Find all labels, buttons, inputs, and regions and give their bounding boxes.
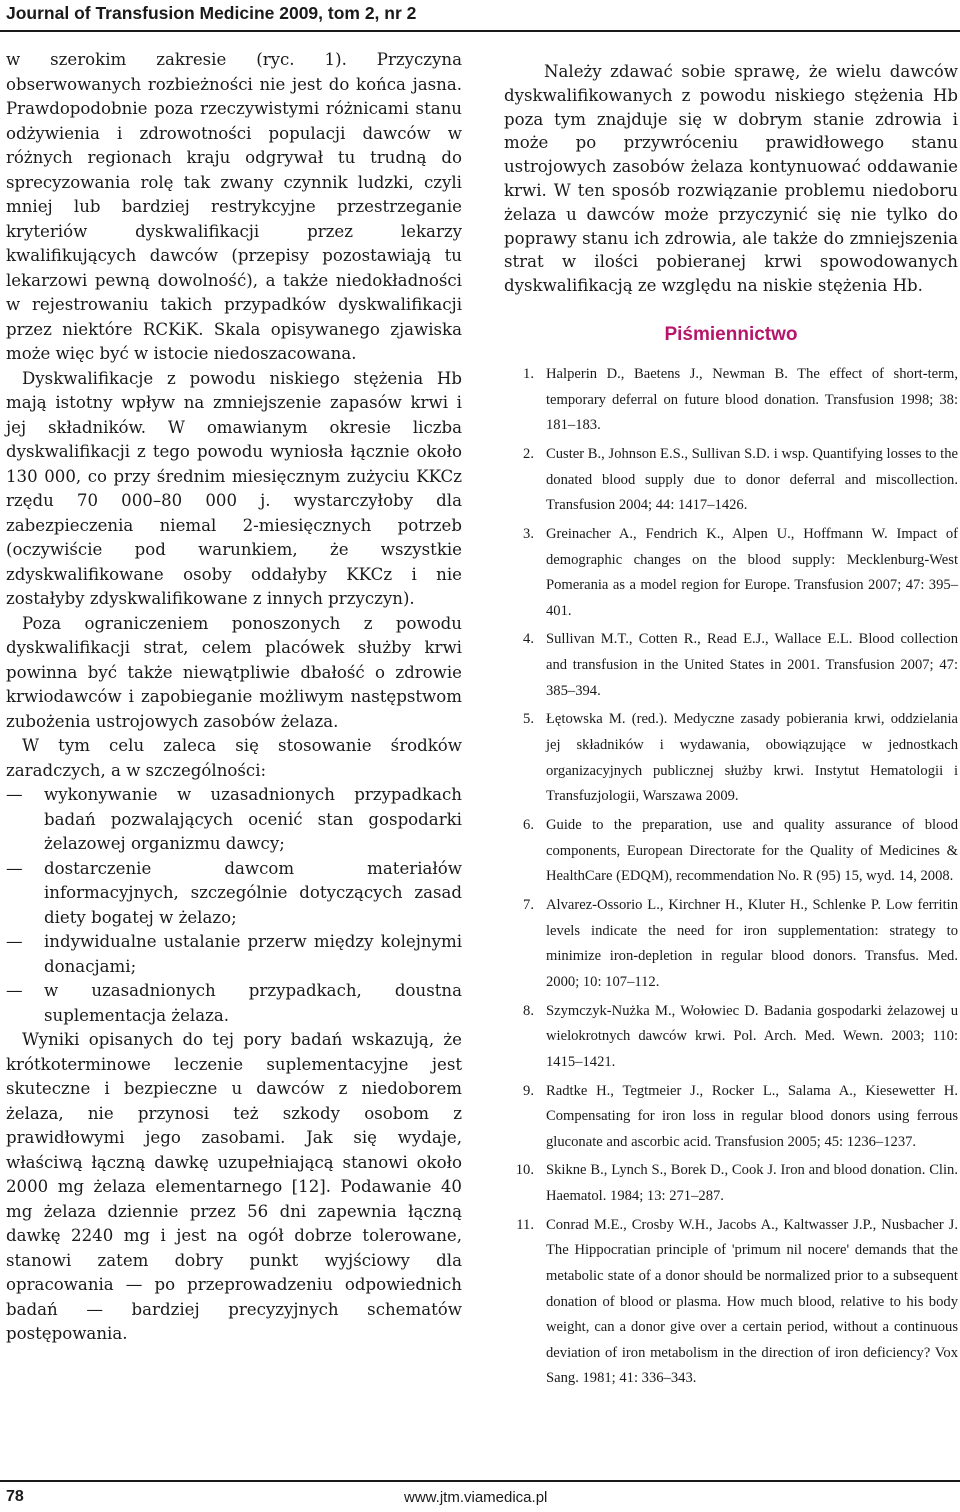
list-item <box>6 979 462 1028</box>
reference-item <box>504 1158 958 1209</box>
dash-bullet: — <box>6 981 23 1000</box>
reference-number: 6. <box>523 817 534 833</box>
reference-text: Halperin D., Baetens J., Newman B. The effect of short-term, temporary deferral on future blood donation. Transfusion 1998; 38: 181–183. <box>546 365 958 434</box>
reference-number: 2. <box>523 445 534 462</box>
reference-number: 11. <box>516 1216 534 1233</box>
dash-bullet: — <box>6 932 23 951</box>
list-item-text: wykonywanie w uzasadnionych przypadkach badań pozwalających ocenić stan gospodarki żelazowej organizmu dawcy; <box>44 785 462 853</box>
reference-item <box>504 362 958 439</box>
reference-number: 1. <box>523 365 534 382</box>
reference-item <box>504 627 958 704</box>
reference-text: Łętowska M. (red.). Medyczne zasady pobierania krwi, oddzielania jej składników i wydawania, obowiązujące w jednostkach organizacyjnych publicznej służby krwi. Instytut Hematologii i Transfuzjologii, Warszawa 2009. <box>546 711 958 805</box>
right-column <box>504 60 958 1395</box>
reference-number: 3. <box>523 525 534 542</box>
reference-number: 8. <box>523 1002 534 1019</box>
reference-item <box>504 999 958 1076</box>
dash-bullet: — <box>6 785 23 804</box>
reference-item <box>504 1079 958 1156</box>
dash-bullet: — <box>6 858 23 878</box>
bullet-list <box>6 783 462 1028</box>
reference-number: 5. <box>523 711 534 728</box>
references-heading: Piśmiennictwo <box>664 323 798 345</box>
paragraph: W tym celu zaleca się stosowanie środków zaradczych, a w szczególności: <box>6 736 462 780</box>
reference-text: Szymczyk-Nużka M., Wołowiec D. Badania gospodarki żelazowej u wielokrotnych dawców krwi. Pol. Arch. Med. Wewn. 2003; 110: 1415–1421. <box>546 1002 958 1070</box>
paragraph: w szerokim zakresie (ryc. 1). Przyczyna obserwowanych rozbieżności nie jest do końca jasna. Prawdopodobnie poza rzeczywistymi różnicami stanu odżywienia i zdrowotności populacji dawców w różnych regionach kraju odgrywał tu trudną do sprecyzowania rolę tak zwany czynnik ludzki, czyli mniej lub bardziej restrykcyjne przestrzeganie kryteriów dyskwalifikacji przez lekarzy kwalifikujących dawców (przepisy pozostawiają tu lekarzowi pewną dowolność), a także niedokładności w rejestrowaniu takich przypadków dyskwalifikacji przez niektóre RCKiK. Skala opisywanego zjawiska może więc być w istocie niedoszacowana. <box>6 50 462 363</box>
list-item <box>6 930 462 979</box>
left-column <box>6 48 462 1347</box>
list-item <box>6 783 462 857</box>
reference-text: Sullivan M.T., Cotten R., Read E.J., Wallace E.L. Blood collection and transfusion in the United States in 2001. Transfusion 2007; 47: 385–394. <box>546 631 958 699</box>
reference-item <box>504 1213 958 1392</box>
paragraph: Poza ograniczeniem ponoszonych z powodu dyskwalifikacji strat, celem placówek służby krwi powinna być także niewątpliwie dbałość o zdrowie krwiodawców i zapobieganie możliwym następstwom zubożenia ustrojowych zasobów żelaza. <box>6 613 462 731</box>
reference-item <box>504 813 958 890</box>
reference-number: 7. <box>523 896 534 913</box>
reference-text: Custer B., Johnson E.S., Sullivan S.D. i wsp. Quantifying losses to the donated blood supply due to donor deferral and miscollection. Transfusion 2004; 44: 1417–1426. <box>546 445 958 514</box>
reference-text: Conrad M.E., Crosby W.H., Jacobs A., Kaltwasser J.P., Nusbacher J. The Hippocratian principle of 'primum nil nocere' demands that the metabolic state of a donor should be normalized prior to a subsequent donation of blood or plasma. How much blood, relative to his body weight, can a donor give over a certain period, without a continuous deviation of iron metabolism in the direction of iron deficiency? Vox Sang. 1981; 41: 336–343. <box>546 1216 958 1387</box>
list-item <box>6 857 462 931</box>
reference-text: Alvarez-Ossorio L., Kirchner H., Kluter H., Schlenke P. Low ferritin levels indicate the need for iron supplementation: strategy to minimize iron-depletion in regular blood donors. Transfus. Med. 2000; 10: 107–112. <box>546 896 958 990</box>
paragraph: Należy zdawać sobie sprawę, że wielu dawców dyskwalifikowanych z powodu niskiego stężenia Hb poza tym znajduje się w dobrym stanie zdrowia i może po przywróceniu prawidłowego stanu ustrojowych zasobów żelaza kontynuować oddawanie krwi. W ten sposób rozwiązanie problemu niedoboru żelaza u dawców może przyczynić się nie tylko do poprawy stanu ich zdrowia, ale także do zmniejszenia strat w ilości pobieranej krwi spowodowanych dyskwalifikacją ze względu na niskie stężenia Hb. <box>504 62 958 296</box>
paragraph: Dyskwalifikacje z powodu niskiego stężenia Hb mają istotny wpływ na zmniejszenie zapasów krwi i jej składników. W omawianym okresie liczba dyskwalifikacji z tego powodu wyniosła łącznie około 130 000, co przy średnim miesięcznym zużyciu KKCz rzędu 70 000–80 000 j. wystarczyłoby dla zabezpieczenia niemal 2-miesięcznych potrzeb (oczywiście pod warunkiem, że wszystkie zdyskwalifikowane osoby oddałyby KKCz i nie zostałyby zdyskwalifikowane z innych przyczyn). <box>6 368 462 608</box>
reference-number: 9. <box>523 1082 534 1099</box>
list-item-text: w uzasadnionych przypadkach, doustna suplementacja żelaza. <box>44 981 462 1025</box>
reference-number: 4. <box>523 631 534 648</box>
footer-divider <box>0 1480 960 1482</box>
page-number: 78 <box>6 1488 24 1505</box>
reference-item <box>504 442 958 519</box>
reference-item <box>504 893 958 995</box>
reference-text: Skikne B., Lynch S., Borek D., Cook J. Iron and blood donation. Clin. Haematol. 1984; 13: 271–287. <box>546 1162 958 1205</box>
list-item-text: indywidualne ustalanie przerw między kolejnymi donacjami; <box>44 932 462 976</box>
references-list <box>504 362 958 1392</box>
reference-item <box>504 707 958 809</box>
page-header <box>0 0 960 32</box>
list-item-text: dostarczenie dawcom materiałów informacyjnych, szczególnie dotyczących zasad diety bogatej w żelazo; <box>44 858 462 927</box>
paragraph: Wyniki opisanych do tej pory badań wskazują, że krótkoterminowe leczenie suplementacyjne jest skuteczne i bezpieczne u dawców z niedoborem żelaza, nie przynosi też szkody osobom z prawidłowymi jego zasobami. Jak się wydaje, właściwą łączną dawkę uzupełniającą stanowi około 2000 mg żelaza elementarnego [12]. Podawanie 40 mg żelaza dziennie przez 56 dni zapewnia łączną dawkę 2240 mg i jest na ogół dobrze tolerowane, stanowi zatem dobry punkt wyjściowy dla opracowania — po przeprowadzeniu odpowiednich badań — bardziej precyzyjnych schematów postępowania. <box>6 1030 462 1343</box>
reference-number: 10. <box>515 1162 534 1179</box>
journal-title: Journal of Transfusion Medicine 2009, tom 2, nr 2 <box>6 3 417 23</box>
journal-url-link[interactable]: www.jtm.viamedica.pl <box>404 1489 548 1506</box>
reference-text: Greinacher A., Fendrich K., Alpen U., Hoffmann W. Impact of demographic changes on the blood supply: Mecklenburg-West Pomerania as a model region for Europe. Transfusion 2007; 47: 395–401. <box>546 525 958 619</box>
reference-item <box>504 522 958 624</box>
reference-text: Radtke H., Tegtmeier J., Rocker L., Salama A., Kiesewetter H. Compensating for iron loss in regular blood donors using ferrous gluconate and ascorbic acid. Transfusion 2005; 45: 1236–1237. <box>546 1082 958 1150</box>
reference-text: Guide to the preparation, use and quality assurance of blood components, European Directorate for the Quality of Medicines & HealthCare (EDQM), recommendation No. R (95) 15, wyd. 14, 2008. <box>546 817 958 885</box>
